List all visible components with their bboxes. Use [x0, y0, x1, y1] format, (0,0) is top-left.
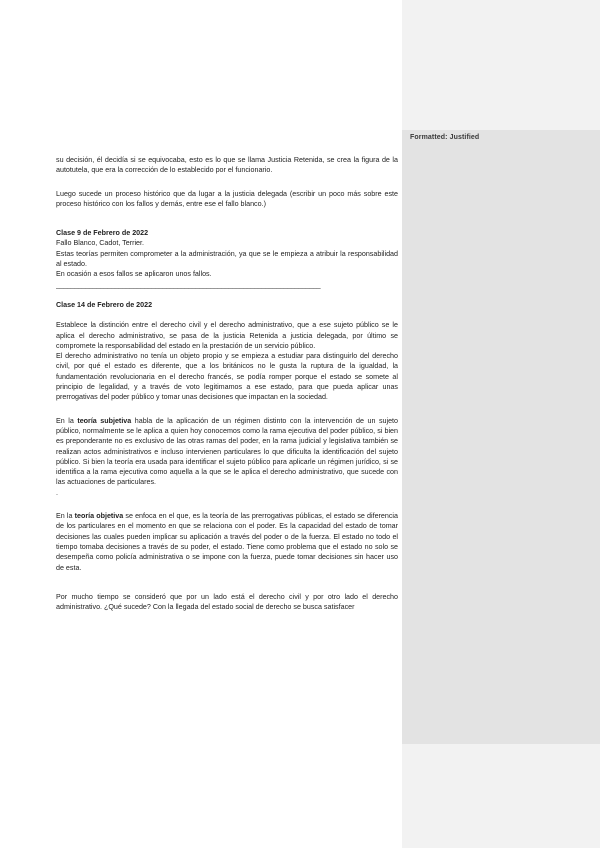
- paragraph: Por mucho tiempo se consideró que por un lado está el derecho civil y por otro lado el derecho administrativo. ¿Qué sucede? Con la llegada del estado social de derecho se busca satisfacer: [56, 592, 398, 612]
- section-heading: Clase 9 de Febrero de 2022: [56, 229, 149, 238]
- paragraph: [56, 416, 398, 488]
- text-run: se enfoca en el que, es la teoría de las prerrogativas públicas, el estado se diferencia de los particulares en el momento en que se relaciona con el poder. Es la capacidad del estado de tomar decisiones las cuales pueden implicar su aplicación a través del poder o de la fuerza. El estado no todo el tiempo tomaba decisiones a través de su poder, el estado. Tiene como problema que el estado no solo se desempeña como policía administrativa o se impone con la fuerza, puede tomar decisiones sin hacer uso de esta.: [56, 512, 398, 572]
- paragraph: su decisión, él decidía si se equivocaba, esto es lo que se llama Justicia Retenida, se crea la figura de la autotutela, que era la corrección de lo establecido por el funcionario.: [56, 156, 398, 175]
- document-body: [56, 155, 398, 612]
- bold-term: teoría objetiva: [74, 512, 124, 521]
- paragraph: El derecho administrativo no tenía un objeto propio y se empieza a estudiar para distinguirlo del derecho civil, por qué el estado es diferente, que a los británicos no le gusta la ruptura de la igualdad, la fundamentación revolucionaria en el derecho francés, se podía romper porque el estado se somete al principio de legalidad, y a través de voto legitimamos a ese estado, para que pueda aplicar unas prerrogativas del poder público y tomar unas decisiones que impactan en la sociedad.: [56, 352, 398, 402]
- separator-line: ________________________________________________________________________: [56, 280, 321, 289]
- bold-term: teoría subjetiva: [77, 416, 132, 425]
- paragraph: Fallo Blanco, Cadot, Terrier.: [56, 239, 144, 248]
- paragraph: En ocasión a esos fallos se aplicaron unos fallos.: [56, 270, 212, 279]
- paragraph: Luego sucede un proceso histórico que da lugar a la justicia delegada (escribir un poco más sobre este proceso histórico con los fallos y demás, entre ese el fallo blanco.): [56, 189, 398, 208]
- text-run: habla de la aplicación de un régimen distinto con la intervención de un sujeto público, normalmente se le aplica a quien hoy conocemos como la rama ejecutiva del poder público, si bien es preponderante no es exclusivo de las otras ramas del poder, en la rama judicial y legislativa también se realizan actos administrativos e incluso intervienen particulares lo que dificulta la identificación del sujeto público. Si bien la teoría era usada para identificar el sujeto público para aplicarle un régimen jurídico, si se identifica a la rama ejecutiva como aquella a la que se le aplica el derecho administrativo, que sucede con las actuaciones de particulares.: [56, 416, 398, 487]
- text-run: En la: [56, 512, 75, 521]
- text-run: En la: [56, 416, 78, 425]
- paragraph: .: [56, 488, 58, 497]
- comment-balloon[interactable]: [402, 130, 600, 744]
- paragraph: Establece la distinción entre el derecho civil y el derecho administrativo, que a ese sujeto público se le aplica el derecho administrativo, se pasa de la justicia Retenida a justicia delegada, por último se compromete la responsabilidad del estado en la prestación de un servicio público.: [56, 321, 398, 350]
- comment-label: Formatted: Justified: [410, 134, 480, 141]
- section-heading: Clase 14 de Febrero de 2022: [56, 300, 153, 309]
- paragraph: [56, 511, 398, 573]
- paragraph: Estas teorías permiten comprometer a la administración, ya que se le empieza a atribuir la responsabilidad al estado.: [56, 249, 398, 269]
